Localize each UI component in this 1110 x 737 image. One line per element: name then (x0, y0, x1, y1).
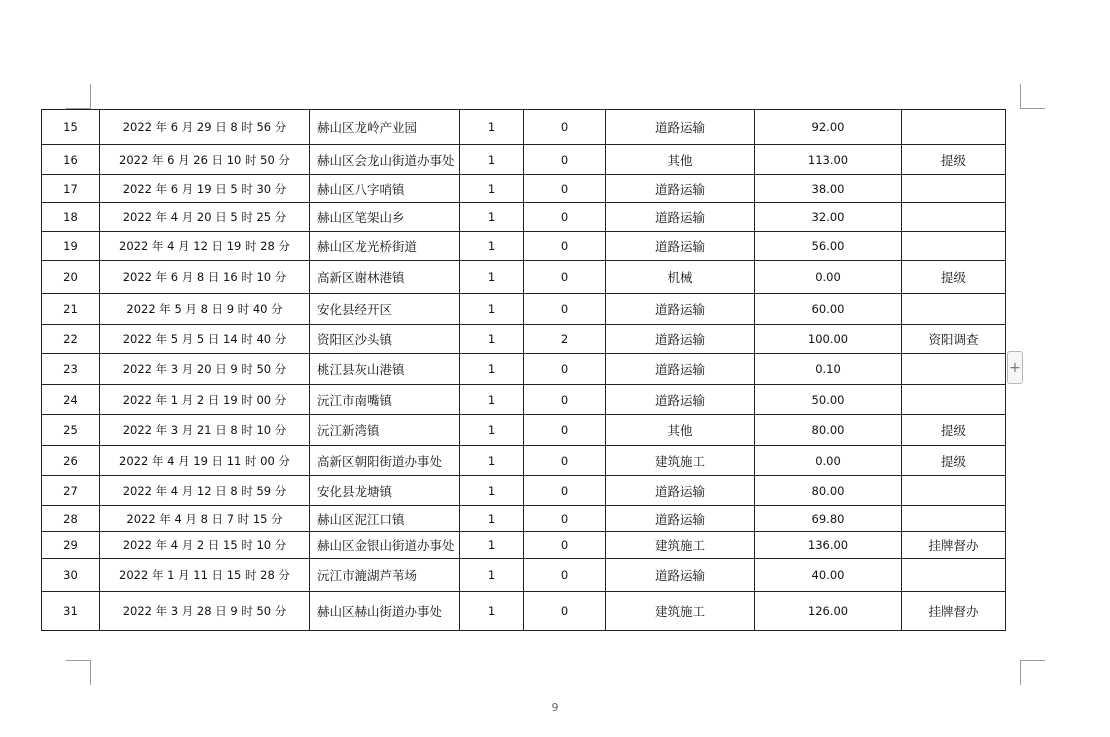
cell-date: 2022 年 4 月 12 日 19 时 28 分 (100, 232, 310, 261)
cell-date: 2022 年 3 月 20 日 9 时 50 分 (100, 354, 310, 385)
cell-amount: 56.00 (755, 232, 902, 261)
cell-location: 高新区朝阳街道办事处 (310, 446, 460, 476)
cell-date: 2022 年 6 月 26 日 10 时 50 分 (100, 145, 310, 175)
cell-note: 资阳调查 (902, 325, 1006, 354)
cell-number: 16 (42, 145, 100, 175)
table-row (42, 532, 1006, 559)
table-row (42, 261, 1006, 294)
cell-note (902, 385, 1006, 415)
cell-note: 挂牌督办 (902, 592, 1006, 631)
cell-deaths: 0 (524, 232, 606, 261)
cell-note (902, 476, 1006, 506)
table-row (42, 476, 1006, 506)
table-row (42, 203, 1006, 232)
cell-location: 赫山区泥江口镇 (310, 506, 460, 532)
cell-deaths: 0 (524, 175, 606, 203)
cell-note (902, 203, 1006, 232)
cell-number: 29 (42, 532, 100, 559)
cell-note (902, 354, 1006, 385)
cell-location: 赫山区会龙山街道办事处 (310, 145, 460, 175)
table-row (42, 175, 1006, 203)
cell-number: 30 (42, 559, 100, 592)
cell-date: 2022 年 4 月 8 日 7 时 15 分 (100, 506, 310, 532)
crop-mark-bottom-right (1020, 660, 1045, 685)
cell-location: 安化县经开区 (310, 294, 460, 325)
cell-date: 2022 年 3 月 21 日 8 时 10 分 (100, 415, 310, 446)
cell-amount: 100.00 (755, 325, 902, 354)
cell-count: 1 (460, 203, 524, 232)
cell-count: 1 (460, 325, 524, 354)
table-row (42, 354, 1006, 385)
cell-amount: 38.00 (755, 175, 902, 203)
cell-count: 1 (460, 506, 524, 532)
cell-note: 提级 (902, 145, 1006, 175)
cell-date: 2022 年 6 月 29 日 8 时 56 分 (100, 110, 310, 145)
cell-number: 17 (42, 175, 100, 203)
cell-location: 桃江县灰山港镇 (310, 354, 460, 385)
cell-amount: 136.00 (755, 532, 902, 559)
cell-type: 道路运输 (606, 385, 755, 415)
cell-number: 31 (42, 592, 100, 631)
table-row (42, 325, 1006, 354)
cell-count: 1 (460, 261, 524, 294)
cell-note: 提级 (902, 415, 1006, 446)
cell-note (902, 559, 1006, 592)
cell-date: 2022 年 3 月 28 日 9 时 50 分 (100, 592, 310, 631)
cell-note: 提级 (902, 261, 1006, 294)
table-row (42, 145, 1006, 175)
cell-location: 赫山区龙岭产业园 (310, 110, 460, 145)
cell-count: 1 (460, 232, 524, 261)
page-number: 9 (551, 701, 559, 714)
cell-type: 建筑施工 (606, 446, 755, 476)
cell-number: 18 (42, 203, 100, 232)
cell-number: 15 (42, 110, 100, 145)
table-row (42, 592, 1006, 631)
cell-count: 1 (460, 175, 524, 203)
cell-amount: 92.00 (755, 110, 902, 145)
cell-amount: 0.10 (755, 354, 902, 385)
cell-deaths: 0 (524, 559, 606, 592)
cell-number: 22 (42, 325, 100, 354)
cell-deaths: 0 (524, 354, 606, 385)
cell-note (902, 294, 1006, 325)
cell-number: 19 (42, 232, 100, 261)
cell-location: 赫山区龙光桥街道 (310, 232, 460, 261)
cell-count: 1 (460, 385, 524, 415)
cell-type: 道路运输 (606, 559, 755, 592)
cell-date: 2022 年 1 月 11 日 15 时 28 分 (100, 559, 310, 592)
cell-type: 建筑施工 (606, 592, 755, 631)
table-row (42, 415, 1006, 446)
cell-date: 2022 年 6 月 19 日 5 时 30 分 (100, 175, 310, 203)
table-row (42, 294, 1006, 325)
cell-number: 26 (42, 446, 100, 476)
crop-mark-top-right (1020, 84, 1045, 109)
cell-deaths: 2 (524, 325, 606, 354)
cell-count: 1 (460, 592, 524, 631)
cell-type: 道路运输 (606, 354, 755, 385)
cell-count: 1 (460, 446, 524, 476)
cell-type: 道路运输 (606, 506, 755, 532)
cell-amount: 80.00 (755, 476, 902, 506)
cell-amount: 80.00 (755, 415, 902, 446)
cell-number: 25 (42, 415, 100, 446)
cell-location: 沅江市漉湖芦苇场 (310, 559, 460, 592)
cell-date: 2022 年 4 月 2 日 15 时 10 分 (100, 532, 310, 559)
cell-amount: 40.00 (755, 559, 902, 592)
cell-amount: 0.00 (755, 446, 902, 476)
cell-count: 1 (460, 110, 524, 145)
cell-date: 2022 年 5 月 8 日 9 时 40 分 (100, 294, 310, 325)
cell-type: 建筑施工 (606, 532, 755, 559)
cell-note (902, 506, 1006, 532)
cell-count: 1 (460, 476, 524, 506)
cell-date: 2022 年 4 月 12 日 8 时 59 分 (100, 476, 310, 506)
add-row-button[interactable] (1007, 351, 1023, 384)
cell-type: 其他 (606, 145, 755, 175)
cell-deaths: 0 (524, 261, 606, 294)
cell-deaths: 0 (524, 385, 606, 415)
cell-location: 赫山区笔架山乡 (310, 203, 460, 232)
cell-type: 其他 (606, 415, 755, 446)
cell-count: 1 (460, 354, 524, 385)
table-row (42, 232, 1006, 261)
cell-note: 挂牌督办 (902, 532, 1006, 559)
crop-mark-bottom-left (66, 660, 91, 685)
cell-number: 28 (42, 506, 100, 532)
cell-number: 21 (42, 294, 100, 325)
cell-date: 2022 年 4 月 19 日 11 时 00 分 (100, 446, 310, 476)
cell-type: 道路运输 (606, 203, 755, 232)
cell-count: 1 (460, 415, 524, 446)
table-row (42, 385, 1006, 415)
cell-count: 1 (460, 294, 524, 325)
crop-mark-top-left (66, 84, 91, 109)
cell-deaths: 0 (524, 476, 606, 506)
records-table (41, 109, 1006, 631)
cell-type: 道路运输 (606, 175, 755, 203)
cell-count: 1 (460, 145, 524, 175)
cell-type: 道路运输 (606, 232, 755, 261)
cell-amount: 0.00 (755, 261, 902, 294)
cell-type: 道路运输 (606, 110, 755, 145)
cell-type: 道路运输 (606, 476, 755, 506)
cell-amount: 126.00 (755, 592, 902, 631)
cell-deaths: 0 (524, 145, 606, 175)
cell-amount: 69.80 (755, 506, 902, 532)
cell-location: 沅江市南嘴镇 (310, 385, 460, 415)
cell-count: 1 (460, 559, 524, 592)
cell-amount: 113.00 (755, 145, 902, 175)
plus-icon: + (1009, 359, 1021, 376)
cell-deaths: 0 (524, 415, 606, 446)
cell-deaths: 0 (524, 592, 606, 631)
cell-amount: 60.00 (755, 294, 902, 325)
cell-amount: 32.00 (755, 203, 902, 232)
cell-note (902, 232, 1006, 261)
cell-note: 提级 (902, 446, 1006, 476)
cell-number: 23 (42, 354, 100, 385)
cell-note (902, 175, 1006, 203)
cell-type: 道路运输 (606, 325, 755, 354)
cell-location: 安化县龙塘镇 (310, 476, 460, 506)
cell-location: 高新区谢林港镇 (310, 261, 460, 294)
cell-location: 赫山区赫山街道办事处 (310, 592, 460, 631)
cell-note (902, 110, 1006, 145)
cell-location: 沅江新湾镇 (310, 415, 460, 446)
cell-date: 2022 年 4 月 20 日 5 时 25 分 (100, 203, 310, 232)
cell-type: 机械 (606, 261, 755, 294)
cell-date: 2022 年 5 月 5 日 14 时 40 分 (100, 325, 310, 354)
cell-number: 24 (42, 385, 100, 415)
cell-date: 2022 年 6 月 8 日 16 时 10 分 (100, 261, 310, 294)
cell-deaths: 0 (524, 506, 606, 532)
cell-deaths: 0 (524, 446, 606, 476)
cell-number: 20 (42, 261, 100, 294)
cell-number: 27 (42, 476, 100, 506)
cell-count: 1 (460, 532, 524, 559)
cell-deaths: 0 (524, 203, 606, 232)
cell-deaths: 0 (524, 110, 606, 145)
cell-date: 2022 年 1 月 2 日 19 时 00 分 (100, 385, 310, 415)
table-row (42, 506, 1006, 532)
cell-location: 资阳区沙头镇 (310, 325, 460, 354)
table-row (42, 110, 1006, 145)
table-row (42, 446, 1006, 476)
table-row (42, 559, 1006, 592)
cell-deaths: 0 (524, 532, 606, 559)
cell-location: 赫山区八字哨镇 (310, 175, 460, 203)
cell-amount: 50.00 (755, 385, 902, 415)
cell-type: 道路运输 (606, 294, 755, 325)
cell-deaths: 0 (524, 294, 606, 325)
cell-location: 赫山区金银山街道办事处 (310, 532, 460, 559)
